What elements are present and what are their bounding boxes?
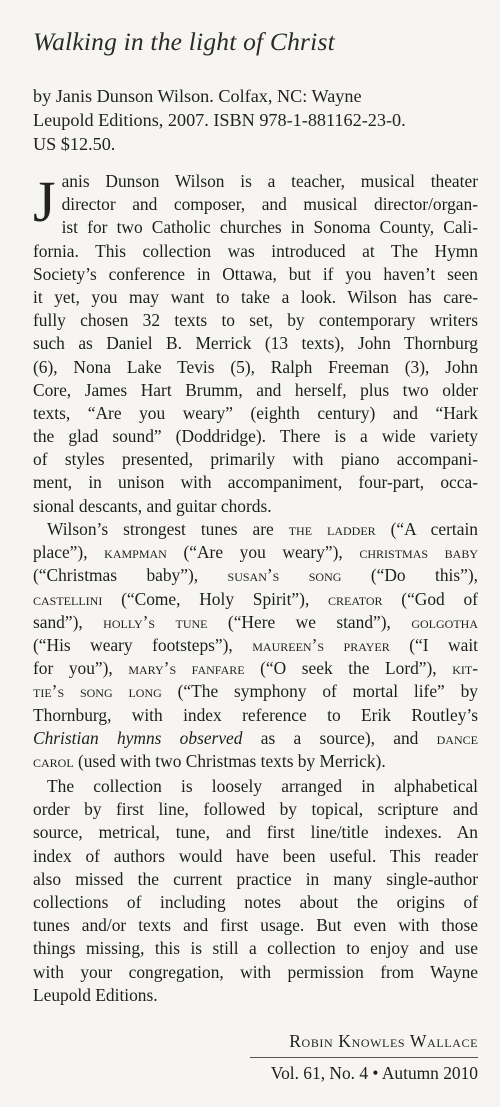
text-line: (“His weary footsteps”), maureen’s prayer (“I wait bbox=[33, 634, 478, 655]
text-line: Wilson’s strongest tunes are the ladder (“A certain bbox=[47, 519, 478, 539]
text-line: things missing, this is still a collection to enjoy and use bbox=[33, 938, 478, 959]
text-line: collections of including notes about the origins of bbox=[33, 891, 478, 912]
citation-line: by Janis Dunson Wilson. Colfax, NC: Wayne bbox=[33, 86, 362, 106]
text-line: it yet, you may want to take a look. Wilson has care- bbox=[33, 286, 478, 307]
citation-line: Leupold Editions, 2007. ISBN 978-1-881162-23-0. bbox=[33, 110, 406, 130]
citation-line: US $12.50. bbox=[33, 134, 116, 154]
text-line: director and composer, and musical director/organ- bbox=[61, 194, 478, 215]
text-line: sional descants, and guitar chords. bbox=[33, 495, 272, 516]
text-line: tunes and/or texts and first usage. But even with those bbox=[33, 915, 478, 936]
text-line: Leupold Editions. bbox=[33, 984, 158, 1005]
text-line: ment, in unison with accompaniment, four-part, occa- bbox=[33, 472, 478, 493]
text-line: Thornburg, with index reference to Erik Routley’s bbox=[33, 704, 478, 725]
text-line: Core, James Hart Brumm, and herself, plus two older bbox=[33, 379, 478, 400]
text-line: castellini (“Come, Holy Spirit”), creator (“God of bbox=[33, 588, 478, 609]
text-line: such as Daniel B. Merrick (13 texts), John Thornburg bbox=[33, 333, 478, 354]
drop-cap: J bbox=[33, 169, 56, 234]
text-line: of styles presented, primarily with piano accompani- bbox=[33, 449, 478, 470]
text-line: also missed the current practice in many single-author bbox=[33, 868, 478, 889]
text-line: index of authors would have been useful. This reader bbox=[33, 845, 478, 866]
issue-info: Vol. 61, No. 4 • Autumn 2010 bbox=[270, 1063, 478, 1083]
divider bbox=[250, 1057, 478, 1058]
text-line: texts, “Are you weary” (eighth century) and “Hark bbox=[33, 402, 478, 423]
review-title: Walking in the light of Christ bbox=[33, 27, 335, 56]
reviewer-name: Robin Knowles Wallace bbox=[289, 1031, 478, 1051]
text-line: order by first line, followed by topical, scripture and bbox=[33, 799, 478, 820]
book-citation bbox=[33, 84, 478, 156]
text-line: The collection is loosely arranged in alphabetical bbox=[47, 776, 478, 796]
paragraph-3 bbox=[33, 775, 478, 1007]
text-line: source, metrical, tune, and first line/title indexes. An bbox=[33, 822, 478, 843]
text-line: place”), kampman (“Are you weary”), christmas baby bbox=[33, 542, 479, 563]
text-line: (“Christmas baby”), susan’s song (“Do this”), bbox=[33, 565, 478, 586]
text-line: fully chosen 32 texts to set, by contemporary writers bbox=[33, 310, 478, 331]
text-line: anis Dunson Wilson is a teacher, musical theater bbox=[61, 171, 478, 191]
paragraph-1 bbox=[33, 170, 478, 518]
text-line: Society’s conference in Ottawa, but if you haven’t seen bbox=[33, 263, 478, 284]
text-line: carol (used with two Christmas texts by Merrick). bbox=[33, 750, 386, 771]
paragraph-2 bbox=[33, 518, 478, 773]
text-line: for you”), mary’s fanfare (“O seek the Lord”), kit- bbox=[33, 658, 479, 679]
text-line: tie’s song long (“The symphony of mortal life” by bbox=[33, 681, 478, 702]
text-line: sand”), holly’s tune (“Here we stand”), golgotha bbox=[33, 611, 478, 632]
text-line: (6), Nona Lake Tevis (5), Ralph Freeman (3), John bbox=[33, 356, 478, 377]
text-line: the glad sound” (Doddridge). There is a wide variety bbox=[33, 426, 478, 447]
text-line: Christian hymns observed as a source), and dance bbox=[33, 727, 478, 748]
text-line: fornia. This collection was introduced at The Hymn bbox=[33, 240, 478, 261]
text-line: ist for two Catholic churches in Sonoma County, Cali- bbox=[61, 217, 478, 238]
text-line: with your congregation, with permission from Wayne bbox=[33, 961, 478, 982]
